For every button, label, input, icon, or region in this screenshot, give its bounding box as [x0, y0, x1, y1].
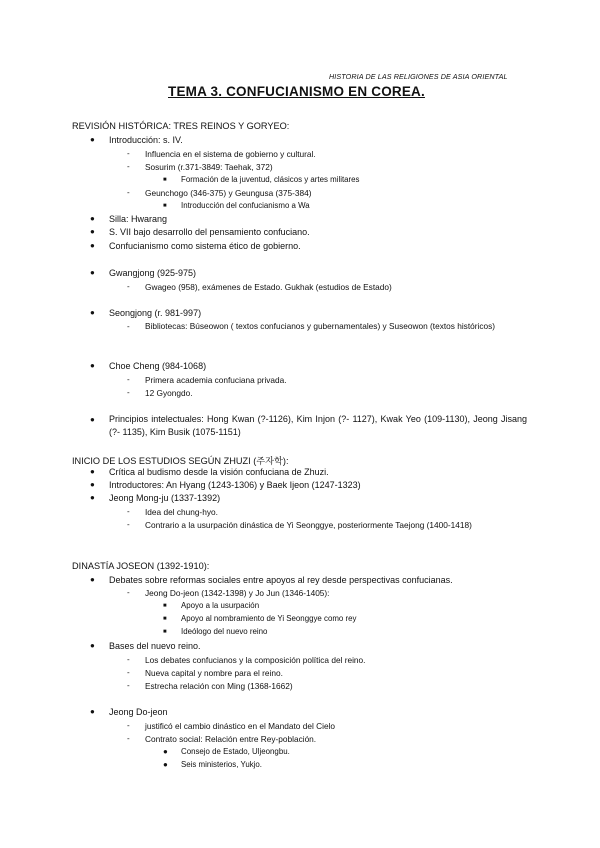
list-item: Introductores: An Hyang (1243-1306) y Baek Ijeon (1247-1323): [109, 480, 361, 490]
bullet-marker: ●: [90, 214, 95, 223]
page-title: TEMA 3. CONFUCIANISMO EN COREA.: [168, 84, 425, 99]
dash-marker: -: [127, 507, 130, 516]
bullet-marker: ●: [90, 480, 95, 489]
list-item: justificó el cambio dinástico en el Mandato del Cielo: [145, 721, 336, 731]
list-item: Influencia en el sistema de gobierno y cultural.: [145, 149, 316, 159]
list-item: Crítica al budismo desde la visión confuciana de Zhuzi.: [109, 467, 329, 477]
square-marker: ■: [163, 203, 167, 209]
bullet-marker: ●: [90, 361, 95, 370]
list-item: Apoyo a la usurpación: [181, 601, 260, 610]
bullet-marker: ●: [90, 241, 95, 250]
list-item: Jeong Do-jeon (1342-1398) y Jo Jun (1346-1405):: [145, 588, 330, 598]
list-item: Idea del chung-hyo.: [145, 507, 218, 517]
square-marker: ■: [163, 177, 167, 183]
list-item: Contrario a la usurpación dinástica de Yi Seonggye, posteriormente Taejong (1400-1418): [145, 520, 472, 530]
list-item: Consejo de Estado, Uljeongbu.: [181, 747, 290, 756]
dash-marker: -: [127, 149, 130, 158]
list-item: Estrecha relación con Ming (1368-1662): [145, 681, 293, 691]
dash-marker: -: [127, 375, 130, 384]
square-marker: ■: [163, 603, 167, 609]
list-item: Contrato social: Relación entre Rey-población.: [145, 734, 317, 744]
section-heading: DINASTÍA JOSEON (1392-1910):: [72, 561, 210, 571]
section-heading: INICIO DE LOS ESTUDIOS SEGÚN ZHUZI (주자학):: [72, 456, 289, 466]
list-item: Sosurim (r.371-3849: Taehak, 372): [145, 162, 273, 172]
bullet-marker: ●: [90, 641, 95, 650]
dash-marker: -: [127, 588, 130, 597]
list-item: Introducción del confucianismo a Wa: [181, 201, 310, 210]
list-item: Formación de la juventud, clásicos y artes militares: [181, 175, 360, 184]
list-item: Silla: Hwarang: [109, 214, 168, 224]
bullet-marker: ●: [90, 308, 95, 317]
bullet-marker: ●: [90, 135, 95, 144]
section-heading: REVISIÓN HISTÓRICA: TRES REINOS Y GORYEO:: [72, 121, 290, 131]
dash-marker: -: [127, 322, 130, 331]
list-item: Jeong Do-jeon: [109, 707, 168, 717]
dash-marker: -: [127, 681, 130, 690]
dash-marker: -: [127, 655, 130, 664]
list-item: Choe Cheng (984-1068): [109, 361, 207, 371]
list-item: 12 Gyongdo.: [145, 388, 193, 398]
dash-marker: -: [127, 520, 130, 529]
list-item: Apoyo al nombramiento de Yi Seonggye como rey: [181, 614, 357, 623]
dash-marker: -: [127, 388, 130, 397]
list-item: Introducción: s. IV.: [109, 135, 183, 145]
list-item: Gwangjong (925-975): [109, 268, 197, 278]
list-item: Nueva capital y nombre para el reino.: [145, 668, 283, 678]
bullet-marker: ●: [90, 575, 95, 584]
square-marker: ■: [163, 616, 167, 622]
document-header: HISTORIA DE LAS RELIGIONES DE ASIA ORIENTAL: [329, 72, 508, 81]
bullet-marker: ●: [90, 415, 95, 424]
bullet-marker: ●: [163, 747, 168, 756]
dash-marker: -: [127, 162, 130, 171]
bullet-marker: ●: [90, 268, 95, 277]
list-item: Seis ministerios, Yukjo.: [181, 760, 262, 769]
dash-marker: -: [127, 282, 130, 291]
list-item: Ideólogo del nuevo reino: [181, 627, 268, 636]
square-marker: ■: [163, 629, 167, 635]
list-item: Seongjong (r. 981-997): [109, 308, 202, 318]
bullet-marker: ●: [90, 707, 95, 716]
list-item: Confucianismo como sistema ético de gobierno.: [109, 241, 301, 251]
dash-marker: -: [127, 721, 130, 730]
list-item: S. VII bajo desarrollo del pensamiento confuciano.: [109, 227, 310, 237]
list-item: Principios intelectuales: Hong Kwan (?-1126), Kim Injon (?- 1127), Kwak Yeo (109-1130), Jeong Jisang (?- 1135), Kim Busik (1075-1151): [109, 414, 527, 437]
list-item: Bibliotecas: Búseowon ( textos confucianos y gubernamentales) y Suseowon (textos históricos): [145, 321, 496, 331]
list-item: Jeong Mong-ju (1337-1392): [109, 493, 221, 503]
list-item: Geunchogo (346-375) y Geungusa (375-384): [145, 188, 312, 198]
list-item: Debates sobre reformas sociales entre apoyos al rey desde perspectivas confucianas.: [109, 575, 453, 585]
dash-marker: -: [127, 188, 130, 197]
bullet-marker: ●: [163, 760, 168, 769]
dash-marker: -: [127, 734, 130, 743]
bullet-marker: ●: [90, 493, 95, 502]
list-item: Los debates confucianos y la composición política del reino.: [145, 655, 366, 665]
bullet-marker: ●: [90, 467, 95, 476]
list-item: Primera academia confuciana privada.: [145, 375, 287, 385]
dash-marker: -: [127, 668, 130, 677]
list-item: Gwageo (958), exámenes de Estado. Gukhak (estudios de Estado): [145, 282, 392, 292]
bullet-marker: ●: [90, 227, 95, 236]
list-item: Bases del nuevo reino.: [109, 641, 201, 651]
